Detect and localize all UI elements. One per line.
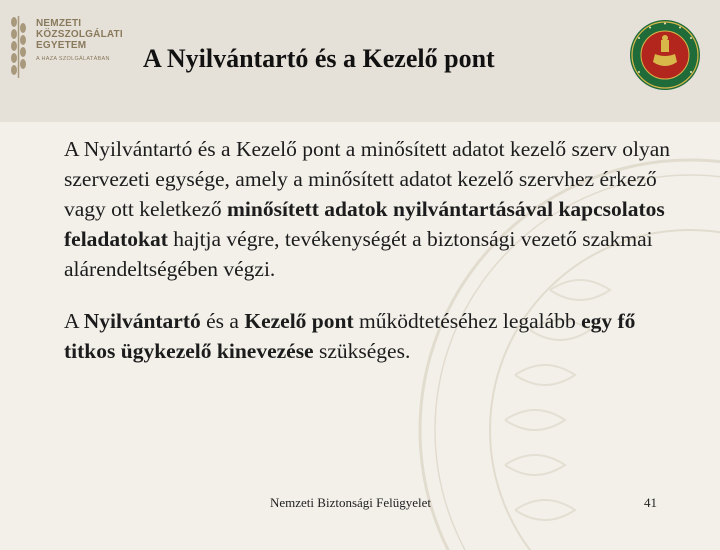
university-name-line1: NEMZETI (36, 18, 82, 29)
paragraph2-part3: működtetéséhez legalább (353, 309, 582, 333)
university-name-line2: KÖZSZOLGÁLATI (36, 29, 123, 40)
university-name-line3: EGYETEM (36, 40, 87, 51)
paragraph1-intro: A Nyilvántartó és a Kezelő pont a minősített adatot kezelő szerv olyan szervezeti egysége, amely a minősített adatot kezelő szervhez érkező vagy ott keletkező (64, 137, 670, 221)
laurel-emblem-icon (8, 14, 30, 80)
paragraph2-bold1: Nyilvántartó (83, 309, 201, 333)
slide-title: A Nyilvántartó és a Kezelő pont (143, 44, 495, 73)
page-number: 41 (644, 495, 657, 510)
paragraph2-part2: és a (200, 309, 245, 333)
paragraph2-part1: A (64, 309, 84, 333)
paragraph1-rest: hajtja végre, tevékenységét a biztonsági vezető szakmai alárendeltségében végzi. (64, 227, 653, 281)
paragraph2-part4: szükséges. (313, 339, 411, 363)
footer-organization: Nemzeti Biztonsági Felügyelet (270, 495, 432, 510)
paragraph1-emphasis: minősített adatok nyilvántartásával kapcsolatos feladatokat (64, 197, 665, 251)
university-tagline: A HAZA SZOLGÁLATÁBAN (36, 56, 110, 62)
university-logo (8, 14, 138, 80)
seal-logo-icon (628, 18, 702, 92)
paragraph2-bold2: Kezelő pont (244, 309, 354, 333)
slide-body (64, 134, 674, 366)
body-paragraph-2 (64, 306, 674, 366)
paragraph2-bold3: egy fő titkos ügykezelő kinevezése (64, 309, 636, 363)
body-paragraph-1 (64, 134, 674, 284)
